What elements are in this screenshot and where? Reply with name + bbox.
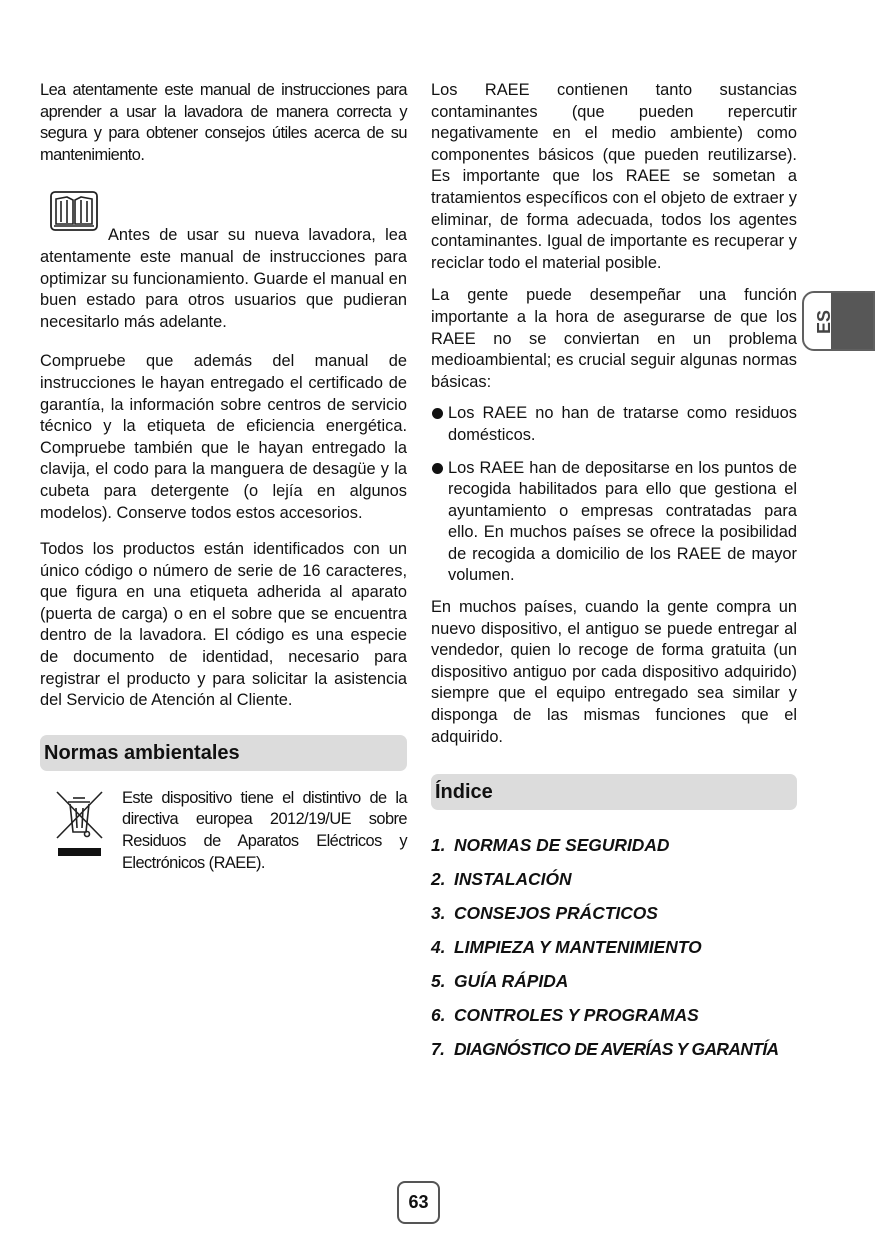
- open-book-icon: [50, 191, 98, 231]
- intro-paragraph: Lea atentamente este manual de instrucciones para aprender a usar la lavadora de manera correcta y segura y para obtener consejos útiles acerca de su mantenimiento.: [40, 81, 407, 164]
- bullet-dot-icon: [432, 463, 443, 474]
- toc-item-title: INSTALACIÓN: [454, 869, 572, 890]
- bullet-item: [431, 403, 797, 446]
- toc-item-title: CONSEJOS PRÁCTICOS: [454, 903, 658, 924]
- raee-notice-text: Este dispositivo tiene el distintivo de la directiva europea 2012/19/UE sobre Residuos de Aparatos Eléctricos y Electrónicos (RAEE).: [122, 788, 407, 872]
- bullet-text: Los RAEE han de depositarse en los puntos de recogida habilitados para ello que gestiona el ayuntamiento o empresas contratadas para ello. En muchos países se ofrece la posibilidad de recogida a domicilio de los RAEE de mayor volumen.: [448, 458, 797, 585]
- bullet-dot-icon: [432, 408, 443, 419]
- toc-item[interactable]: 6. CONTROLES Y PROGRAMAS: [431, 1005, 699, 1026]
- toc-item-title: GUÍA RÁPIDA: [454, 971, 569, 992]
- table-of-contents: [431, 828, 797, 1066]
- language-tab: [802, 291, 875, 351]
- toc-item-title: NORMAS DE SEGURIDAD: [454, 835, 670, 856]
- toc-item-title: LIMPIEZA Y MANTENIMIENTO: [454, 937, 702, 958]
- manual-notice-block: [40, 191, 407, 333]
- left-column: [40, 80, 407, 874]
- section-heading-index: Índice: [431, 774, 797, 810]
- bullet-item: [431, 458, 797, 588]
- bullet-text: Los RAEE no han de tratarse como residuos domésticos.: [448, 404, 797, 444]
- page-number: 63: [397, 1181, 440, 1224]
- toc-item-title: DIAGNÓSTICO DE AVERÍAS Y GARANTÍA: [454, 1039, 779, 1060]
- raee-content-paragraph: Los RAEE contienen tanto sustancias contaminantes (que pueden repercutir negativamente en el medio ambiente) como componentes básicos (que pueden reutilizarse). Es importante que los RAEE se sometan a tratamientos específicos con el objeto de extraer y eliminar, de forma adecuada, todos los agentes contaminantes. Igual de importante es recuperar y reciclar todo el material posible.: [431, 81, 797, 272]
- raee-notice-block: [40, 788, 407, 874]
- toc-item[interactable]: 4. LIMPIEZA Y MANTENIMIENTO: [431, 937, 702, 958]
- toc-item[interactable]: 3. CONSEJOS PRÁCTICOS: [431, 903, 658, 924]
- toc-item[interactable]: 7. DIAGNÓSTICO DE AVERÍAS Y GARANTÍA: [431, 1039, 779, 1060]
- crossed-out-wheelie-bin-icon: [40, 788, 122, 868]
- toc-item-title: CONTROLES Y PROGRAMAS: [454, 1005, 699, 1026]
- manual-notice-text: Antes de usar su nueva lavadora, lea atentamente este manual de instrucciones para optimizar su funcionamiento. Guarde el manual en buen estado para otros usuarios que pudieran necesitarlo más adelante.: [40, 226, 407, 331]
- people-role-paragraph: La gente puede desempeñar una función importante a la hora de asegurarse de que los RAEE no se conviertan en un problema medioambiental; es crucial seguir algunas normas básicas:: [431, 286, 797, 391]
- right-column: [431, 80, 797, 1066]
- accessories-paragraph: Compruebe que además del manual de instrucciones le hayan entregado el certificado de garantía, la información sobre centros de servicio técnico y la etiqueta de eficiencia energética. Compruebe también que le hayan entregado la clavija, el codo para la manguera de desagüe y la cubeta para detergente (o lejía en algunos modelos). Conserve todos estos accesorios.: [40, 352, 407, 522]
- language-tab-label: ES: [814, 310, 834, 335]
- toc-item[interactable]: 2. INSTALACIÓN: [431, 869, 572, 890]
- toc-item[interactable]: 1. NORMAS DE SEGURIDAD: [431, 835, 670, 856]
- serial-number-paragraph: Todos los productos están identificados con un único código o número de serie de 16 caracteres, que figura en una etiqueta adherida al aparato (puerta de carga) o en el sobre que se encuentra dentro de la lavadora. El código es una especie de documento de identidad, necesario para registrar el producto y para solicitar la asistencia del Servicio de Atención al Cliente.: [40, 540, 407, 710]
- toc-item[interactable]: 5. GUÍA RÁPIDA: [431, 971, 569, 992]
- section-heading-environment: Normas ambientales: [40, 735, 407, 771]
- take-back-paragraph: En muchos países, cuando la gente compra un nuevo dispositivo, el antiguo se puede entregar al vendedor, quien lo recoge de forma gratuita (un dispositivo antiguo por cada dispositivo adquirido) siempre que el equipo entregado sea similar y disponga de las mismas funciones que el adquirido.: [431, 598, 797, 746]
